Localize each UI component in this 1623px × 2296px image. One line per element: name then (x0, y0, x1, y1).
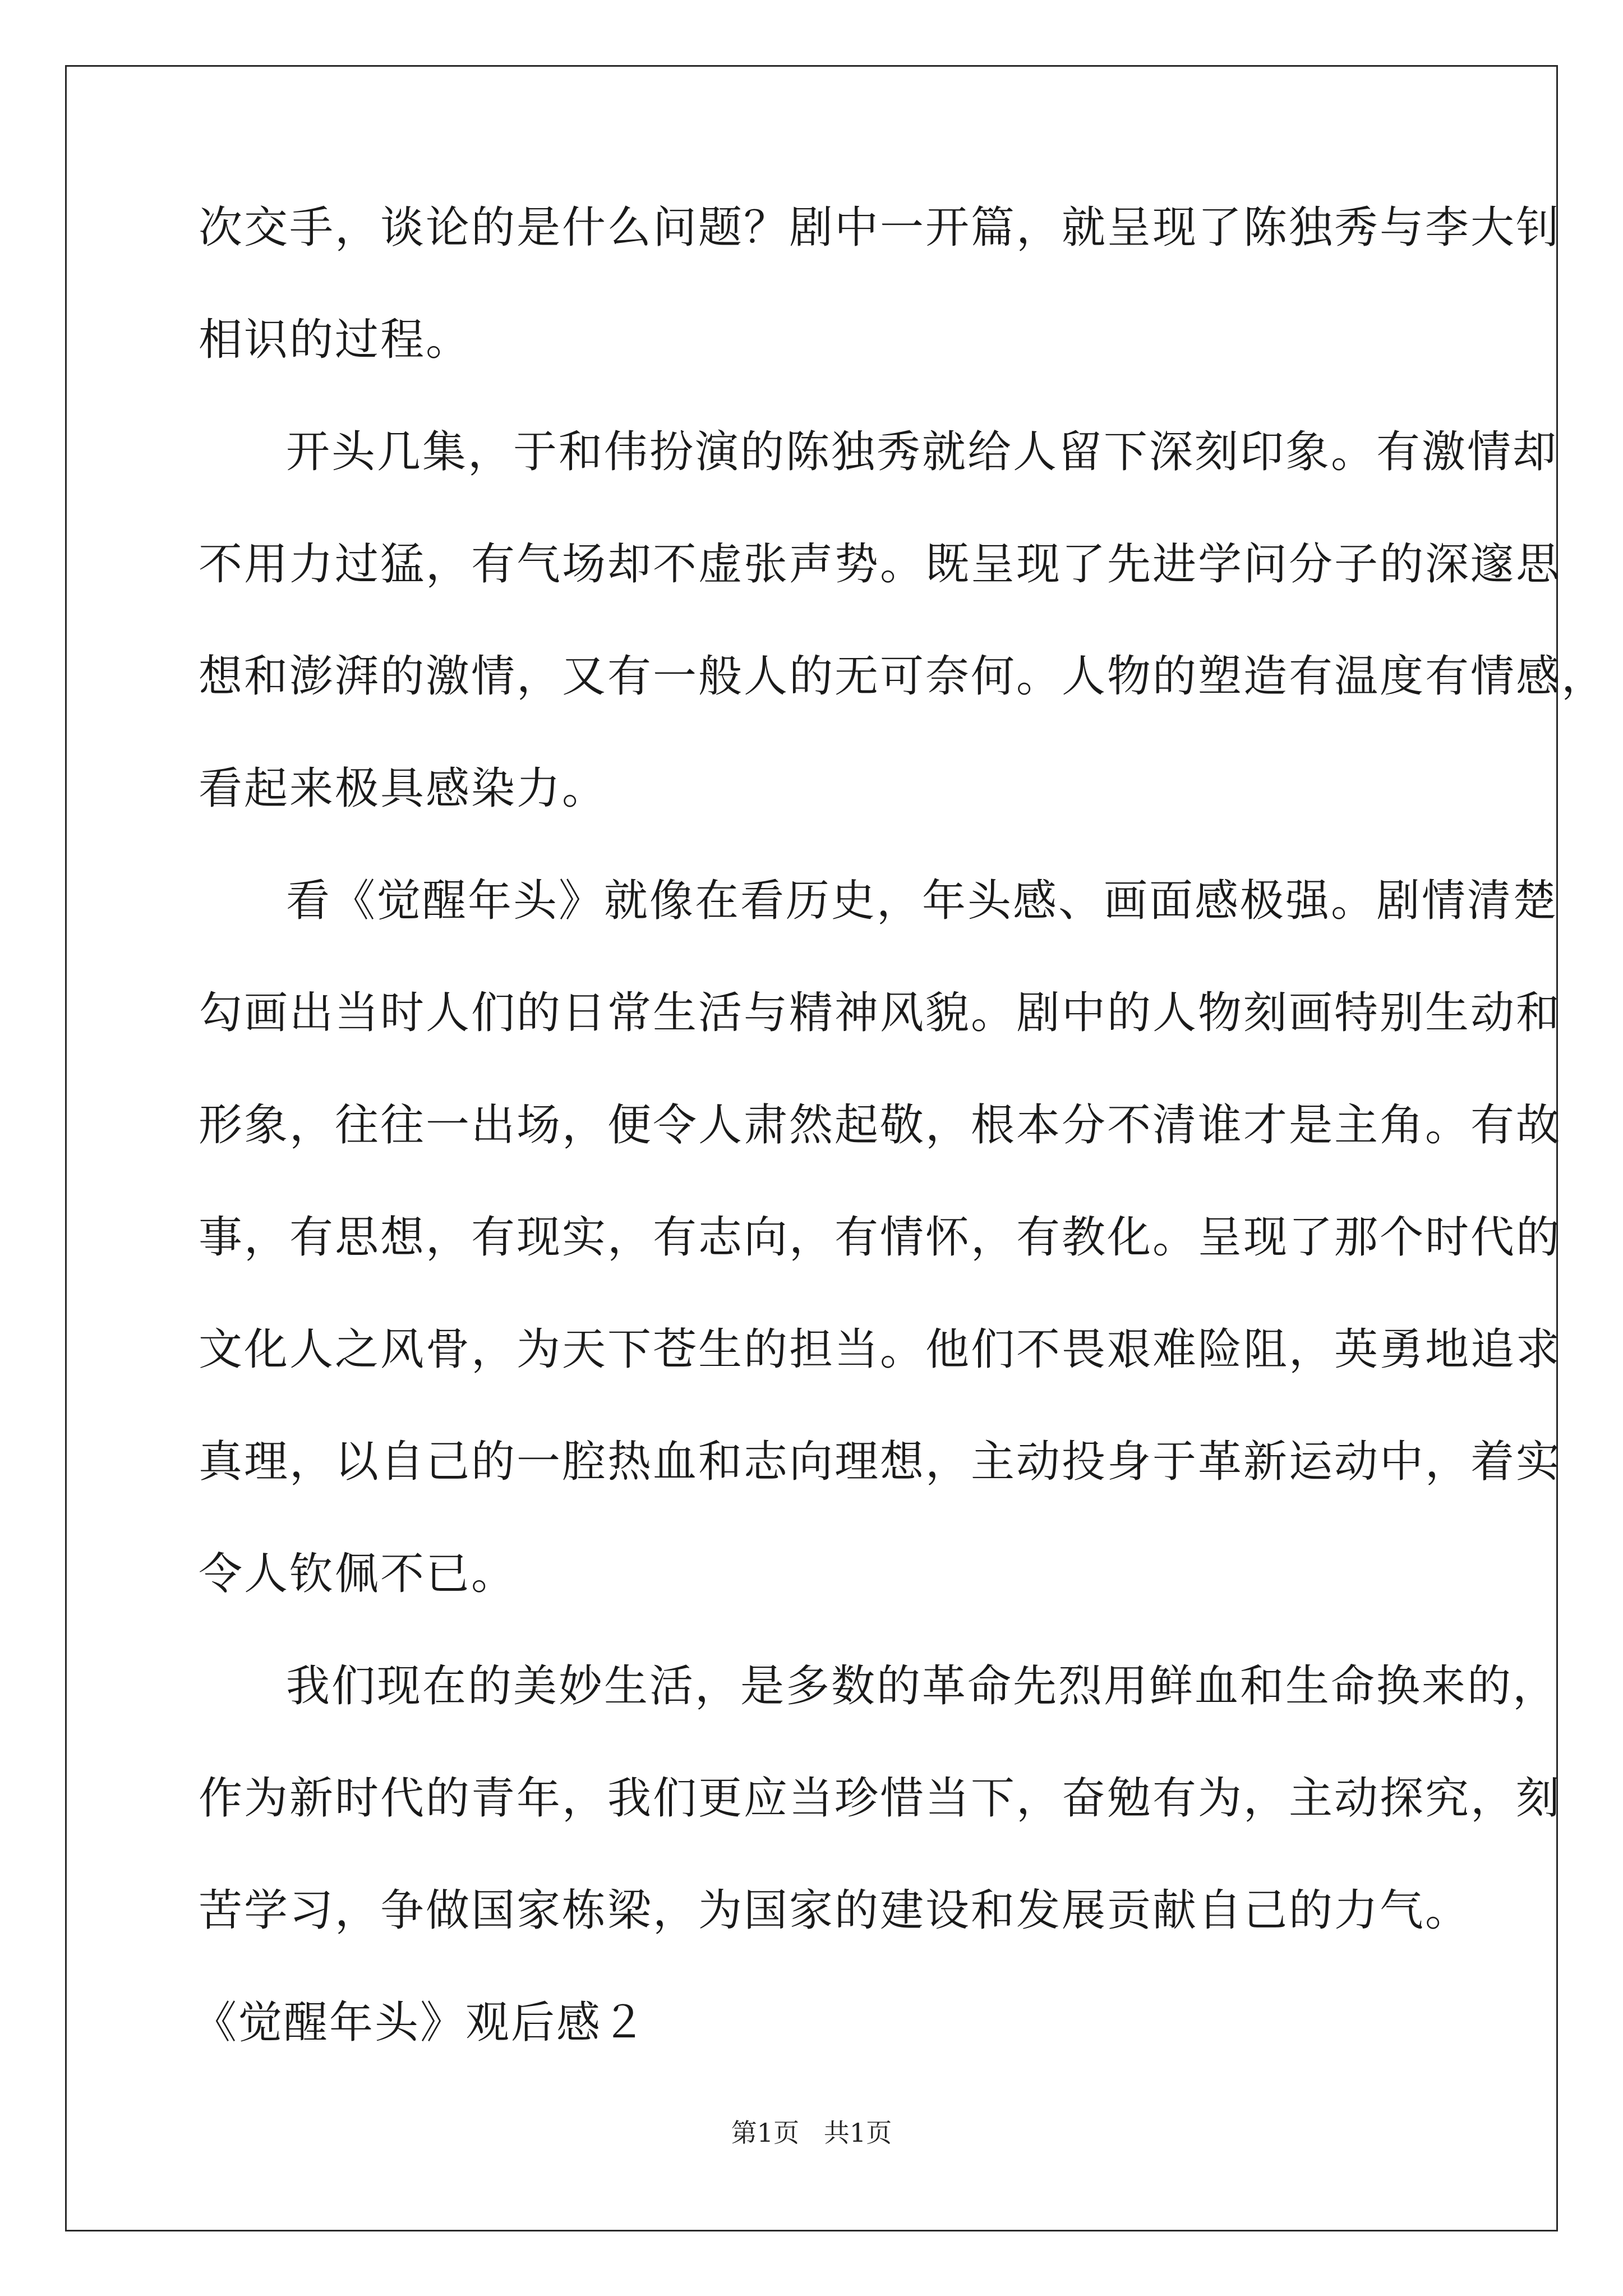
text-line: 勾画出当时人们的日常生活与精神风貌。剧中的人物刻画特别生动和 (199, 988, 1562, 1038)
page-number: 第1页 共1页 (731, 2118, 892, 2148)
text-line: 作为新时代的青年，我们更应当珍惜当下，奋勉有为，主动探究，刻 (199, 1773, 1562, 1824)
paragraph-first-line: 开头几集，于和伟扮演的陈独秀就给人留下深刻印象。有激情却 (286, 427, 1559, 477)
text-line: 不用力过猛，有气场却不虚张声势。既呈现了先进学问分子的深邃思 (199, 539, 1562, 590)
text-line: 次交手，谈论的是什么问题？剧中一开篇，就呈现了陈独秀与李大钊 (199, 203, 1562, 253)
text-line: 形象，往往一出场，便令人肃然起敬，根本分不清谁才是主角。有故 (199, 1100, 1562, 1151)
section-heading: 《觉醒年头》观后感２ (193, 1998, 648, 2048)
text-line: 苦学习，争做国家栋梁，为国家的建设和发展贡献自己的力气。 (199, 1885, 1471, 1936)
text-line: 令人钦佩不已。 (199, 1549, 517, 1599)
page-footer (0, 2116, 1623, 2150)
text-line: 看起来极具感染力。 (199, 763, 608, 814)
text-line: 事，有思想，有现实，有志向，有情怀，有教化。呈现了那个时代的 (199, 1212, 1562, 1263)
text-line: 文化人之风骨，为天下苍生的担当。他们不畏艰难险阻，英勇地追求 (199, 1324, 1562, 1375)
paragraph-first-line: 我们现在的美妙生活，是多数的革命先烈用鲜血和生命换来的， (286, 1661, 1559, 1711)
text-line: 相识的过程。 (199, 315, 472, 365)
text-line: 真理，以自己的一腔热血和志向理想，主动投身于革新运动中，着实 (199, 1437, 1562, 1487)
paragraph-first-line: 看《觉醒年头》就像在看历史，年头感、画面感极强。剧情清楚 (286, 876, 1559, 926)
text-line: 想和澎湃的激情，又有一般人的无可奈何。人物的塑造有温度有情感， (199, 651, 1607, 702)
